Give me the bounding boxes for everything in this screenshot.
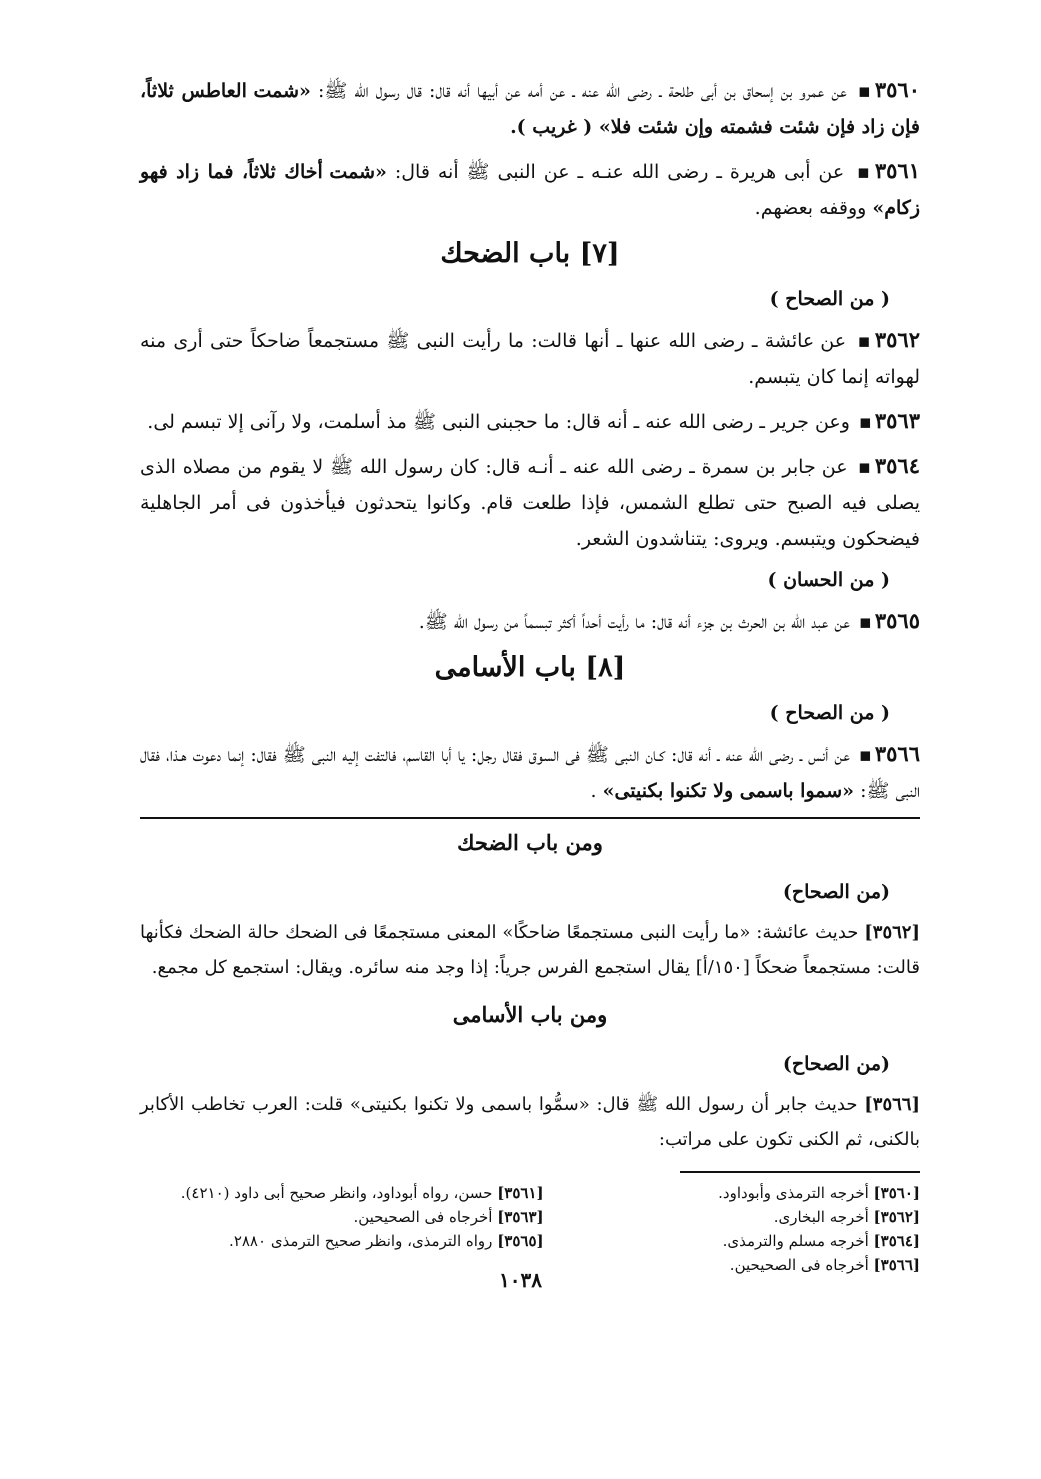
commentary-text: حديث عائشة: «ما رأيت النبى مستجمعًا ضاحكًا» المعنى مستجمعًا فى الضحك حالة الضحك فكأنها قالت: مستجمعاً ضحكاً [١٥٠/أ] يقال استجمع الفرس جرياً: إذا وجد منه سائره. ويقال: استجمع كل مجمع. (140, 922, 920, 978)
footnote-text: أخرجاه فى الصحيحين. (729, 1256, 874, 1274)
hadith-quote: «شمت العاطس ثلاثاً، فإن زاد فإن شئت فشمته وإن شئت فلا» ( غريب ). (140, 80, 920, 138)
footnote (584, 1205, 920, 1229)
commentary-ref: [٣٥٦٢] (864, 922, 920, 943)
hadith-text: عن عبد الله بن الحرث بن جزء أنه قال: ما رأيت أحداً أكثر تبسماً من رسول الله ﷺ. (418, 611, 850, 633)
hadith-number: ٣٥٦٥ (874, 608, 920, 633)
hadith-quote: «شمت أخاك ثلاثاً، فما زاد فهو زكام» (140, 161, 920, 219)
bullet-icon: ▪ (856, 330, 872, 352)
footnotes (140, 1181, 920, 1277)
hadith-tail: ووقفه بعضهم. (754, 197, 873, 219)
hadith-3565 (140, 603, 920, 640)
chapter-title-names: [٨] باب الأسامى (434, 652, 626, 683)
footnote-text: أخرجه مسلم والترمذى. (722, 1232, 874, 1250)
hadith-3566 (140, 736, 920, 809)
footnote-number: [٣٥٦٣] (497, 1208, 544, 1226)
footnote-divider (680, 1171, 920, 1173)
commentary-divider (140, 817, 920, 819)
bullet-icon: ▪ (855, 161, 872, 183)
commentary-source: (من الصحاح) (782, 1053, 890, 1075)
bullet-icon: ▪ (858, 611, 872, 633)
hadith-text: عن أبى هريرة ـ رضى الله عنـه ـ عن النبى ﷺ أنه قال: (386, 161, 845, 183)
footnote-number: [٣٥٦٥] (497, 1232, 544, 1250)
footnote-number: [٣٥٦٠] (873, 1184, 920, 1202)
commentary-3566 (140, 1087, 920, 1157)
commentary-ref: [٣٥٦٦] (864, 1094, 920, 1115)
section-source-sahih: ( من الصحاح ) (769, 288, 890, 310)
hadith-quote: «سموا باسمى ولا تكنوا بكنيتى» (602, 780, 855, 802)
section-source-hasan: ( من الحسان ) (767, 569, 890, 591)
hadith-3562 (140, 322, 920, 395)
footnote (140, 1181, 544, 1205)
commentary-source: (من الصحاح) (782, 881, 890, 903)
bullet-icon: ▪ (858, 411, 872, 433)
footnote (584, 1229, 920, 1253)
footnote-number: [٣٥٦١] (497, 1184, 544, 1202)
page-body (140, 72, 920, 1277)
section-source-sahih: ( من الصحاح ) (769, 702, 890, 724)
hadith-number: ٣٥٦١ (874, 158, 920, 183)
footnote-text: أخرجه الترمذى وأبوداود. (718, 1184, 874, 1202)
footnote-text: أخرجاه فى الصحيحين. (353, 1208, 498, 1226)
footnote-text: حسن، رواه أبوداود، وانظر صحيح أبى داود (٤٢١٠). (180, 1184, 498, 1202)
hadith-tail: . (590, 780, 603, 802)
chapter-title-laughter: [٧] باب الضحك (440, 238, 620, 269)
bullet-icon: ▪ (857, 456, 872, 478)
footnote-number: [٣٥٦٤] (873, 1232, 920, 1250)
hadith-text: عن عمرو بن إسحاق بن أبى طلحة ـ رضى الله عنه ـ عن أمه عن أبيها أنه قال: قال رسول الله ﷺ: (310, 80, 847, 102)
hadith-3564 (140, 448, 920, 557)
footnote-number: [٣٥٦٢] (873, 1208, 920, 1226)
bullet-icon: ▪ (858, 744, 872, 766)
commentary-text: حديث جابر أن رسول الله ﷺ قال: «سمُّوا باسمى ولا تكنوا بكنيتى» قلت: العرب تخاطب الأكابر بالكنى، ثم الكنى تكون على مراتب: (140, 1094, 920, 1150)
hadith-3563 (140, 403, 920, 440)
footnote (140, 1205, 544, 1229)
hadith-number: ٣٥٦٠ (874, 77, 920, 102)
commentary-title-names: ومن باب الأسامى (452, 1002, 608, 1027)
bullet-icon: ▪ (856, 80, 872, 102)
hadith-number: ٣٥٦٣ (874, 408, 920, 433)
footnote-text: أخرجه البخارى. (773, 1208, 874, 1226)
footnote (584, 1181, 920, 1205)
footnote-number: [٣٥٦٦] (873, 1256, 920, 1274)
hadith-3560 (140, 72, 920, 145)
hadith-number: ٣٥٦٤ (874, 453, 920, 478)
hadith-number: ٣٥٦٦ (874, 741, 920, 766)
hadith-text: عن جابر بن سمرة ـ رضى الله عنه ـ أنـه قال: كان رسول الله ﷺ لا يقوم من مصلاه الذى يصلى فيه الصبح حتى تطلع الشمس، فإذا طلعت قام. وكانوا يتحدثون فيأخذون فى أمر الجاهلية فيضحكون ويتبسم. ويروى: يتناشدون الشعر. (140, 456, 920, 550)
footnotes-left-column (140, 1181, 544, 1277)
hadith-text: عن أنس ـ رضى الله عنه ـ أنه قال: كـان النبى ﷺ فى السوق فقال رجل: يا أبا القاسم، فالتفت إليه النبى ﷺ فقال: إنما دعوت هـذا، فقال النبى ﷺ: (140, 744, 920, 802)
hadith-text: عن عائشة ـ رضى الله عنها ـ أنها قالت: ما رأيت النبى ﷺ مستجمعاً ضاحكاً حتى أرى منه لهواته إنما كان يتبسم. (140, 330, 920, 388)
page-number: ١٠٣٨ (499, 1268, 542, 1292)
hadith-3561 (140, 153, 920, 226)
commentary-title-laughter: ومن باب الضحك (457, 830, 603, 855)
hadith-number: ٣٥٦٢ (874, 327, 920, 352)
footnote (140, 1229, 544, 1253)
commentary-3562 (140, 915, 920, 985)
footnotes-right-column (584, 1181, 920, 1277)
hadith-text: وعن جرير ـ رضى الله عنه ـ أنه قال: ما حجبنى النبى ﷺ مذ أسلمت، ولا رآنى إلا تبسم لى. (147, 411, 850, 433)
footnote-text: رواه الترمذى، وانظر صحيح الترمذى ٢٨٨٠. (229, 1232, 498, 1250)
